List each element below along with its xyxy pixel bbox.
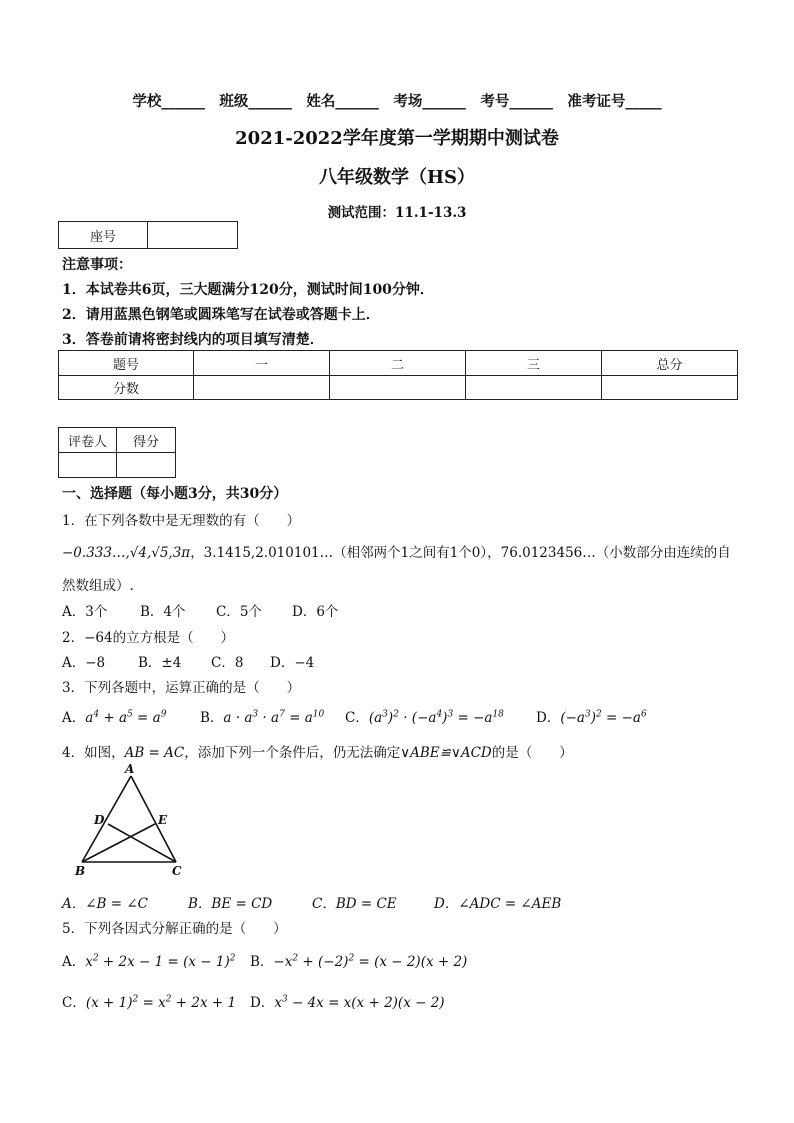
exam-title: 2021-2022学年度第一学期期中测试卷: [235, 128, 559, 149]
q4-option-d: D．∠ADC = ∠AEB: [434, 896, 562, 912]
score-header-label: 题号: [59, 351, 194, 376]
score-table: [58, 350, 738, 400]
q1-option-d: D．6个: [292, 604, 339, 620]
q1-option-c: C．5个: [216, 604, 262, 620]
notice-3: 3．答卷前请将密封线内的项目填写清楚．: [62, 332, 324, 348]
seat-input-cell[interactable]: [148, 222, 238, 249]
q1-option-a: A．3个: [62, 604, 108, 620]
q5-stem: 5．下列各因式分解正确的是（ ）: [62, 921, 287, 937]
q2-stem: 2．−64的立方根是（ ）: [62, 630, 235, 646]
score-header-2: 二: [330, 351, 466, 376]
q1-option-b: B．4个: [140, 604, 186, 620]
score-cell-3[interactable]: [466, 376, 602, 400]
q5-option-d: D．$x^3 - 4x = x(x + 2)(x - 2)$: [250, 994, 445, 1011]
label-b: B: [75, 864, 86, 878]
q5-option-a: A．$x^2 + 2x - 1 = (x - 1)^2$: [62, 953, 236, 970]
q1-math-list: −0.333…,√4,√5,3π: [62, 545, 191, 561]
q4-option-b: B．BE = CD: [188, 896, 273, 912]
grader-label: 评卷人: [59, 428, 117, 453]
q4-option-a: A．∠B = ∠C: [62, 896, 149, 912]
q1-line3: 然数组成）.: [62, 578, 134, 594]
q3-option-b: B．$a \cdot a^3 \cdot a^7 = a^{10}$: [200, 709, 325, 726]
q5-option-c: C．$(x + 1)^2 = x^2 + 2x + 1$: [62, 994, 237, 1011]
notice-2: 2．请用蓝黑色钢笔或圆珠笔写在试卷或答题卡上．: [62, 307, 380, 323]
score-cell-1[interactable]: [194, 376, 330, 400]
test-scope: 测试范围：11.1-13.3: [327, 205, 467, 221]
q4-stem-mid: ，添加下列一个条件后，仍无法确定: [184, 745, 401, 761]
q3-option-c: C．$(a^3)^2 \cdot (-a^4)^3 = -a^{18}$: [345, 709, 504, 726]
notice-1: 1．本试卷共6页，三大题满分120分，测试时间100分钟．: [62, 282, 434, 298]
label-c: C: [172, 864, 182, 878]
score-header-total: 总分: [602, 351, 738, 376]
q2-option-b: B．±4: [138, 655, 182, 671]
score-cell-2[interactable]: [330, 376, 466, 400]
q2-option-c: C．8: [211, 655, 244, 671]
grader-score-label: 得分: [117, 428, 176, 453]
section-1-title: 一、选择题（每小题3分，共30分）: [62, 486, 288, 502]
triangle-figure: [70, 762, 190, 882]
label-e: E: [158, 813, 168, 827]
q1-line2: [62, 541, 731, 561]
q2-option-a: A．−8: [62, 655, 106, 671]
score-header-3: 三: [466, 351, 602, 376]
q3-stem: 3．下列各题中，运算正确的是（ ）: [62, 680, 301, 696]
student-info-line: 学校______ 班级______ 姓名______ 考场______ 考号______ 准考证号_____: [132, 93, 662, 110]
q3-option-d: D．$(-a^3)^2 = -a^6$: [536, 709, 647, 726]
score-header-1: 一: [194, 351, 330, 376]
q1-stem: 1．在下列各数中是无理数的有（ ）: [62, 513, 301, 529]
seat-label: 座号: [59, 222, 148, 249]
grader-score-cell[interactable]: [117, 453, 176, 478]
label-d: D: [94, 813, 105, 827]
q4-stem-suffix: 的是（ ）: [491, 745, 573, 761]
q1-numbers: ，3.1415,2.010101…（相邻两个1之间有1个0），76.0123456…（小数部分由连续的自: [190, 545, 731, 561]
q4-condition: AB = AC: [124, 745, 185, 761]
q4-congruence: ∨ABE≌∨ACD: [400, 745, 492, 761]
label-a: A: [125, 762, 135, 776]
exam-subtitle: 八年级数学（HS）: [318, 167, 475, 188]
q4-option-c: C．BD = CE: [312, 896, 397, 912]
q2-option-d: D．−4: [270, 655, 315, 671]
notice-title: 注意事项：: [62, 257, 132, 273]
q5-option-b: B．$-x^2 + (-2)^2 = (x - 2)(x + 2)$: [250, 953, 468, 970]
score-row-label: 分数: [59, 376, 194, 400]
seat-table: [58, 221, 238, 249]
q4-stem-prefix: 4．如图，: [62, 745, 125, 761]
grader-table: [58, 427, 176, 478]
grader-name-cell[interactable]: [59, 453, 117, 478]
q3-option-a: A．$a^4 + a^5 = a^9$: [62, 709, 167, 726]
score-cell-total[interactable]: [602, 376, 738, 400]
q4-stem: [62, 741, 573, 761]
